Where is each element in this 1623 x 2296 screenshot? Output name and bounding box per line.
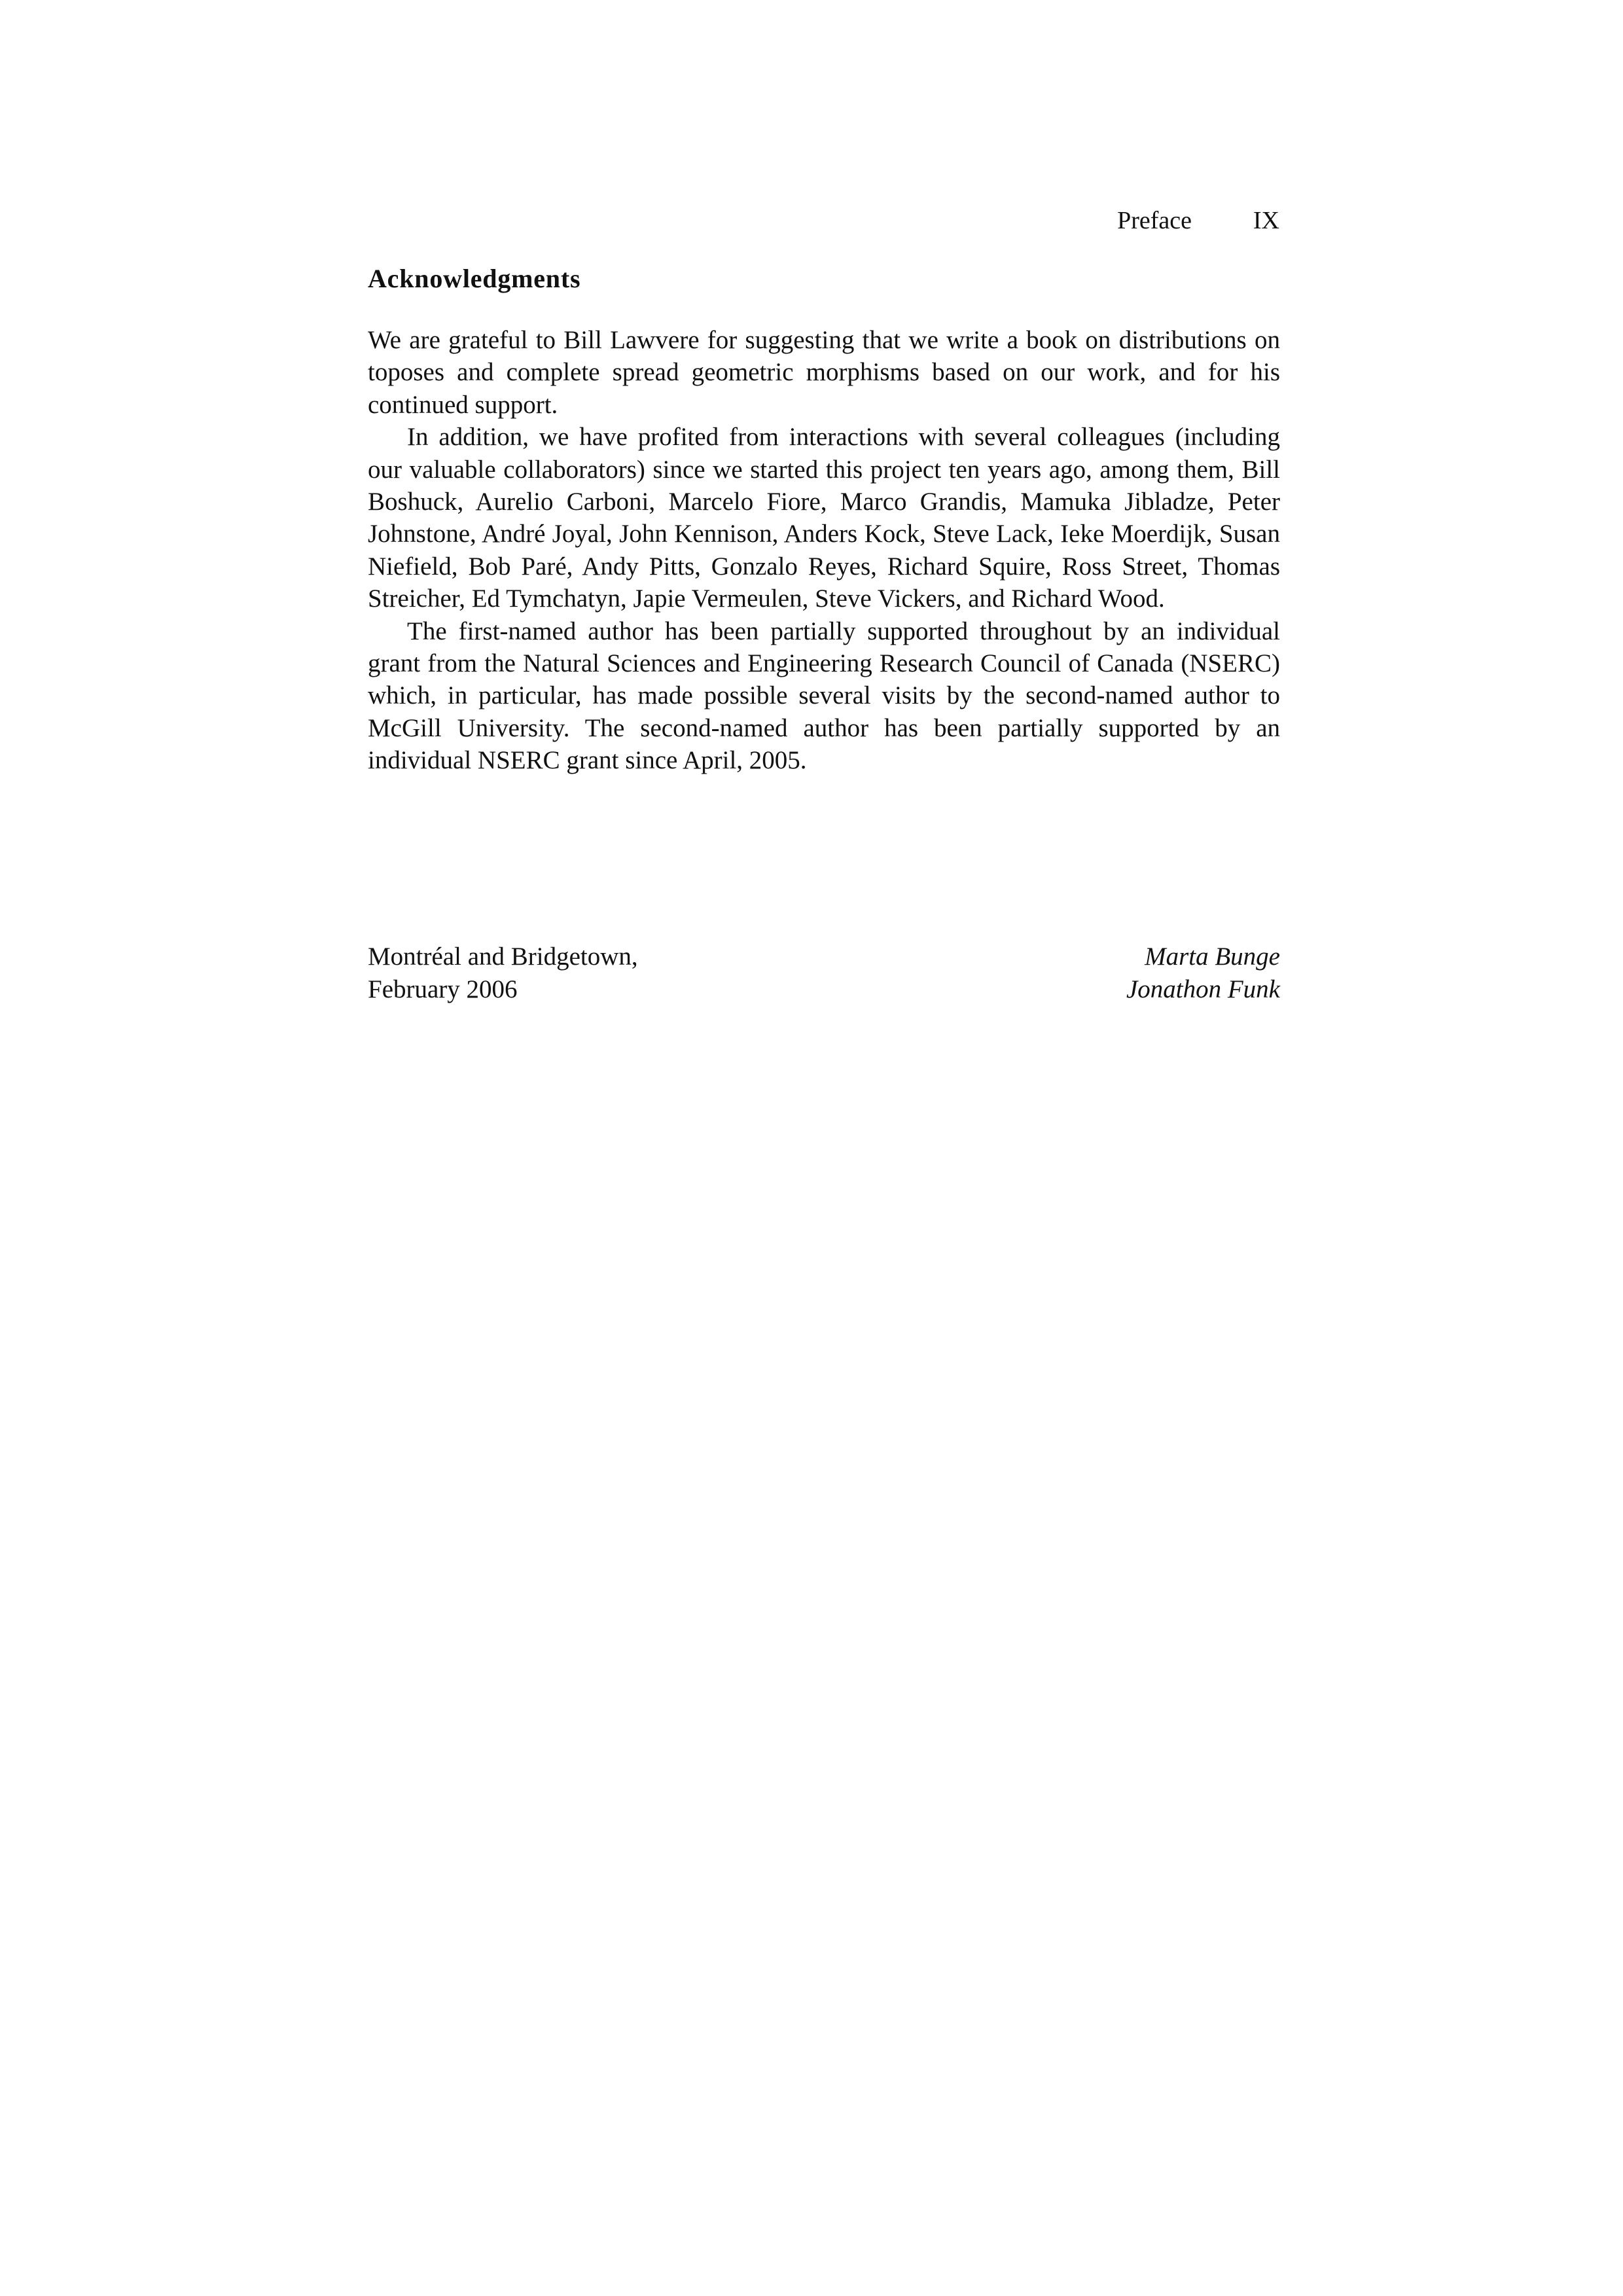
signoff-date: February 2006 [368,975,518,1003]
paragraph-funding: The first-named author has been partially supported throughout by an individual grant from the Natural Sciences and Engineering Research Council of Canada (NSERC) which, in particular, has made possible several visits by the second-named author to McGill University. The second-named author has been partially supported by an individual NSERC grant since April, 2005. [368,617,1280,775]
acknowledgments-heading: Acknowledgments [368,264,581,293]
paragraph-colleagues: In addition, we have profited from interactions with several colleagues (including our valuable collaborators) since we started this project ten years ago, among them, Bill Boshuck, Aurelio Carboni, Marcelo Fiore, Marco Grandis, Mamuka Jibladze, Peter Johnstone, André Joyal, John Kennison, Anders Kock, Steve Lack, Ieke Moerdijk, Susan Niefield, Bob Paré, Andy Pitts, Gonzalo Reyes, Richard Squire, Ross Street, Thomas Streicher, Ed Tymchatyn, Japie Vermeulen, Steve Vickers, and Richard Wood. [368,423,1280,613]
signoff-place: Montréal and Bridgetown, [368,942,638,971]
running-head [366,204,1279,237]
page-number: IX [1253,207,1279,234]
author-name: Jonathon Funk [1126,975,1280,1003]
acknowledgments-body [368,324,1280,777]
running-head-section-title: Preface [1117,207,1192,234]
author-name: Marta Bunge [1145,942,1280,971]
signoff-block [368,941,1280,1013]
paragraph-gratitude: We are grateful to Bill Lawvere for suggesting that we write a book on distributions on toposes and complete spread geometric morphisms based on our work, and for his continued support. [368,326,1280,419]
